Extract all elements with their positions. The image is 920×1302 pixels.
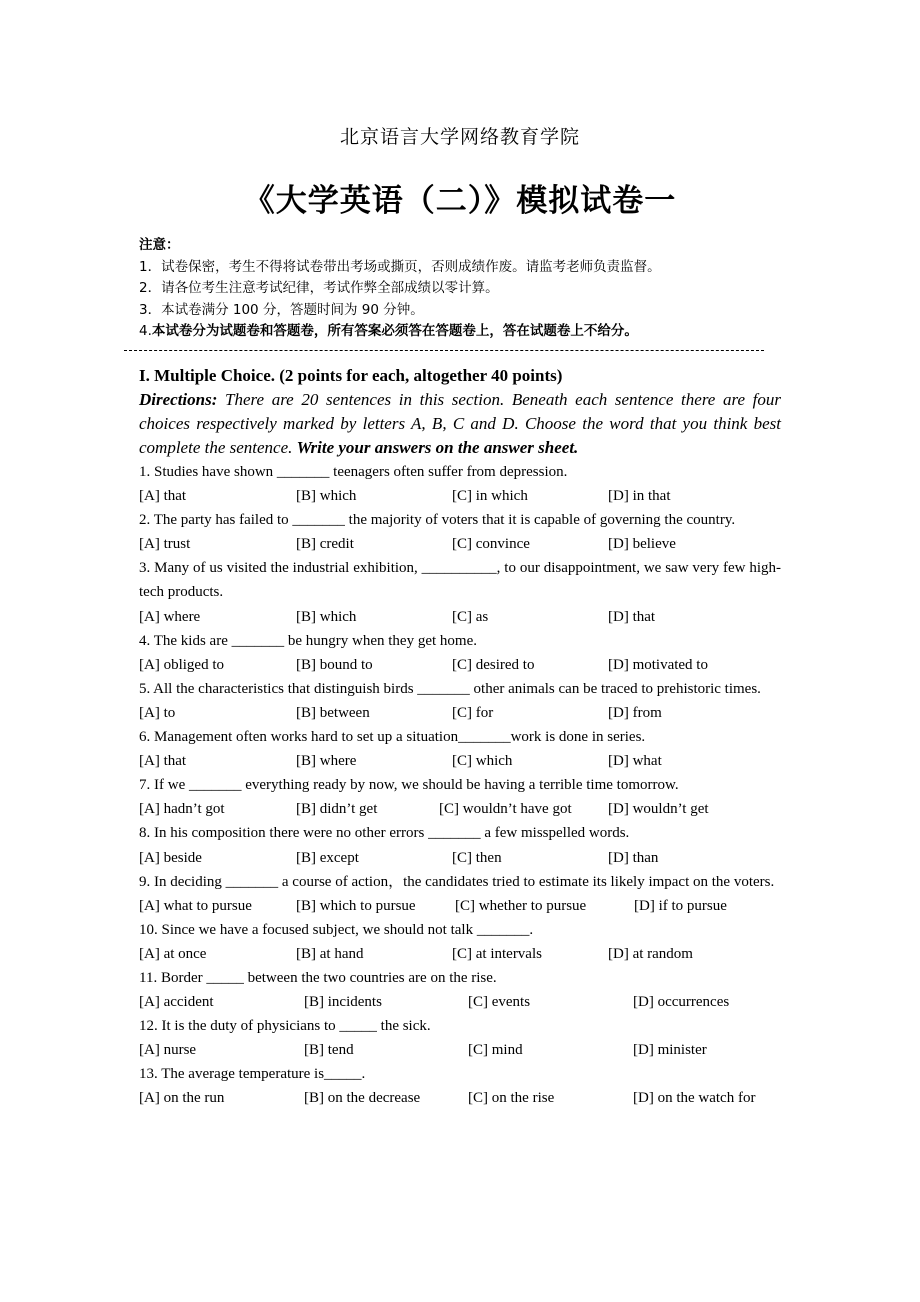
option-b: [B] except <box>296 849 359 866</box>
option-b: [B] which to pursue <box>296 897 416 914</box>
question-1-options <box>139 484 781 508</box>
question-7: 7. If we _______ everything ready by now, we should be having a terrible time tomorrow. <box>139 777 679 794</box>
option-c: [C] desired to <box>452 656 535 673</box>
notice-item-1: 1．试卷保密，考生不得将试卷带出考场或撕页，否则成绩作废。请监考老师负责监督。 <box>139 258 661 275</box>
option-a: [A] that <box>139 488 187 505</box>
question-3: 3. Many of us visited the industrial exhibition, __________, to our disappointment, we saw very few high-tech products. <box>139 560 781 601</box>
option-d: [D] believe <box>608 536 676 553</box>
question-13: 13. The average temperature is_____. <box>139 1066 366 1083</box>
question-6-options <box>139 749 781 773</box>
question-9-options <box>139 894 781 918</box>
question-10-options <box>139 942 781 966</box>
question-5-options <box>139 701 781 725</box>
option-d: [D] if to pursue <box>634 897 727 914</box>
option-a: [A] to <box>139 704 176 721</box>
option-a: [A] hadn’t got <box>139 801 225 818</box>
question-2-options <box>139 532 781 556</box>
section-multiple-choice <box>139 364 781 1111</box>
notice-item-4 <box>139 321 799 343</box>
question-2: 2. The party has failed to _______ the majority of voters that it is capable of governing the country. <box>139 512 736 529</box>
directions <box>139 388 781 460</box>
question-5: 5. All the characteristics that distinguish birds _______ other animals can be traced to prehistoric times. <box>139 680 761 697</box>
option-d: [D] motivated to <box>608 656 708 673</box>
option-c: [C] as <box>452 608 489 625</box>
option-a: [A] where <box>139 608 201 625</box>
dashed-divider <box>124 350 764 351</box>
option-d: [D] from <box>608 704 662 721</box>
notice-block <box>139 235 799 343</box>
notice-item-4-number: 4. <box>139 323 152 339</box>
notice-item-2: 2．请各位考生注意考试纪律，考试作弊全部成绩以零计算。 <box>139 280 499 296</box>
option-d: [D] that <box>608 608 656 625</box>
question-8: 8. In his composition there were no other errors _______ a few misspelled words. <box>139 825 630 842</box>
institution-name: 北京语言大学网络教育学院 <box>339 126 580 148</box>
question-8-options <box>139 846 781 870</box>
option-b: [B] where <box>296 753 357 770</box>
option-d: [D] on the watch for <box>633 1090 756 1107</box>
option-a: [A] on the run <box>139 1090 225 1107</box>
option-b: [B] bound to <box>296 656 373 673</box>
question-7-options <box>139 797 781 821</box>
option-a: [A] accident <box>139 994 214 1011</box>
option-a: [A] obliged to <box>139 656 224 673</box>
directions-text: There are 20 sentences in this section. Beneath each sentence there are four choices respectively marked by letters A, B, C and D. Choose the word that you think best complete the sentence. <box>139 390 781 457</box>
option-c: [C] for <box>452 704 494 721</box>
question-12-options <box>139 1038 781 1062</box>
option-c: [C] which <box>452 753 513 770</box>
option-d: [D] in that <box>608 488 671 505</box>
option-d: [D] minister <box>633 1042 707 1059</box>
option-c: [C] on the rise <box>468 1090 555 1107</box>
option-c: [C] whether to pursue <box>455 897 587 914</box>
option-c: [C] in which <box>452 488 528 505</box>
option-b: [B] incidents <box>304 994 382 1011</box>
option-d: [D] than <box>608 849 659 866</box>
question-10: 10. Since we have a focused subject, we should not talk _______. <box>139 921 534 938</box>
option-a: [A] at once <box>139 945 207 962</box>
option-b: [B] which <box>296 488 357 505</box>
option-d: [D] wouldn’t get <box>608 801 709 818</box>
question-11-options <box>139 990 781 1014</box>
option-b: [B] didn’t get <box>296 801 378 818</box>
question-9: 9. In deciding _______ a course of action，the candidates tried to estimate its likely impact on the voters. <box>139 873 775 890</box>
option-c: [C] convince <box>452 536 530 553</box>
notice-item-3: 3．本试卷满分 100 分，答题时间为 90 分钟。 <box>139 301 424 318</box>
directions-label: Directions: <box>139 390 218 409</box>
question-list <box>139 460 781 1111</box>
section-heading: I. Multiple Choice. (2 points for each, altogether 40 points) <box>139 366 563 385</box>
option-c: [C] events <box>468 994 531 1011</box>
exam-title: 《大学英语（二）》模拟试卷一 <box>243 183 677 219</box>
option-a: [A] what to pursue <box>139 897 252 914</box>
option-b: [B] which <box>296 608 357 625</box>
option-a: [A] beside <box>139 849 202 866</box>
option-c: [C] at intervals <box>452 945 542 962</box>
question-6: 6. Management often works hard to set up a situation_______work is done in series. <box>139 729 646 746</box>
option-d: [D] occurrences <box>633 994 730 1011</box>
option-b: [B] on the decrease <box>304 1090 421 1107</box>
notice-item-4-text: 本试卷分为试题卷和答题卷，所有答案必须答在答题卷上，答在试题卷上不给分。 <box>151 323 638 339</box>
option-c: [C] then <box>452 849 502 866</box>
option-a: [A] that <box>139 753 187 770</box>
notice-heading: 注意： <box>139 237 180 253</box>
option-b: [B] tend <box>304 1042 354 1059</box>
option-c: [C] wouldn’t have got <box>439 801 572 818</box>
question-11: 11. Border _____ between the two countries are on the rise. <box>139 969 497 986</box>
option-b: [B] between <box>296 704 370 721</box>
question-1: 1. Studies have shown _______ teenagers often suffer from depression. <box>139 464 568 480</box>
question-12: 12. It is the duty of physicians to _____ the sick. <box>139 1018 431 1035</box>
option-d: [D] at random <box>608 945 693 962</box>
question-13-options <box>139 1086 781 1110</box>
option-c: [C] mind <box>468 1042 523 1059</box>
option-d: [D] what <box>608 753 662 770</box>
option-a: [A] nurse <box>139 1042 197 1059</box>
directions-emphasis: Write your answers on the answer sheet. <box>296 438 579 457</box>
option-a: [A] trust <box>139 536 191 553</box>
question-3-options <box>139 605 781 629</box>
question-4-options <box>139 653 781 677</box>
option-b: [B] at hand <box>296 945 364 962</box>
question-4: 4. The kids are _______ be hungry when they get home. <box>139 632 477 649</box>
option-b: [B] credit <box>296 536 354 553</box>
